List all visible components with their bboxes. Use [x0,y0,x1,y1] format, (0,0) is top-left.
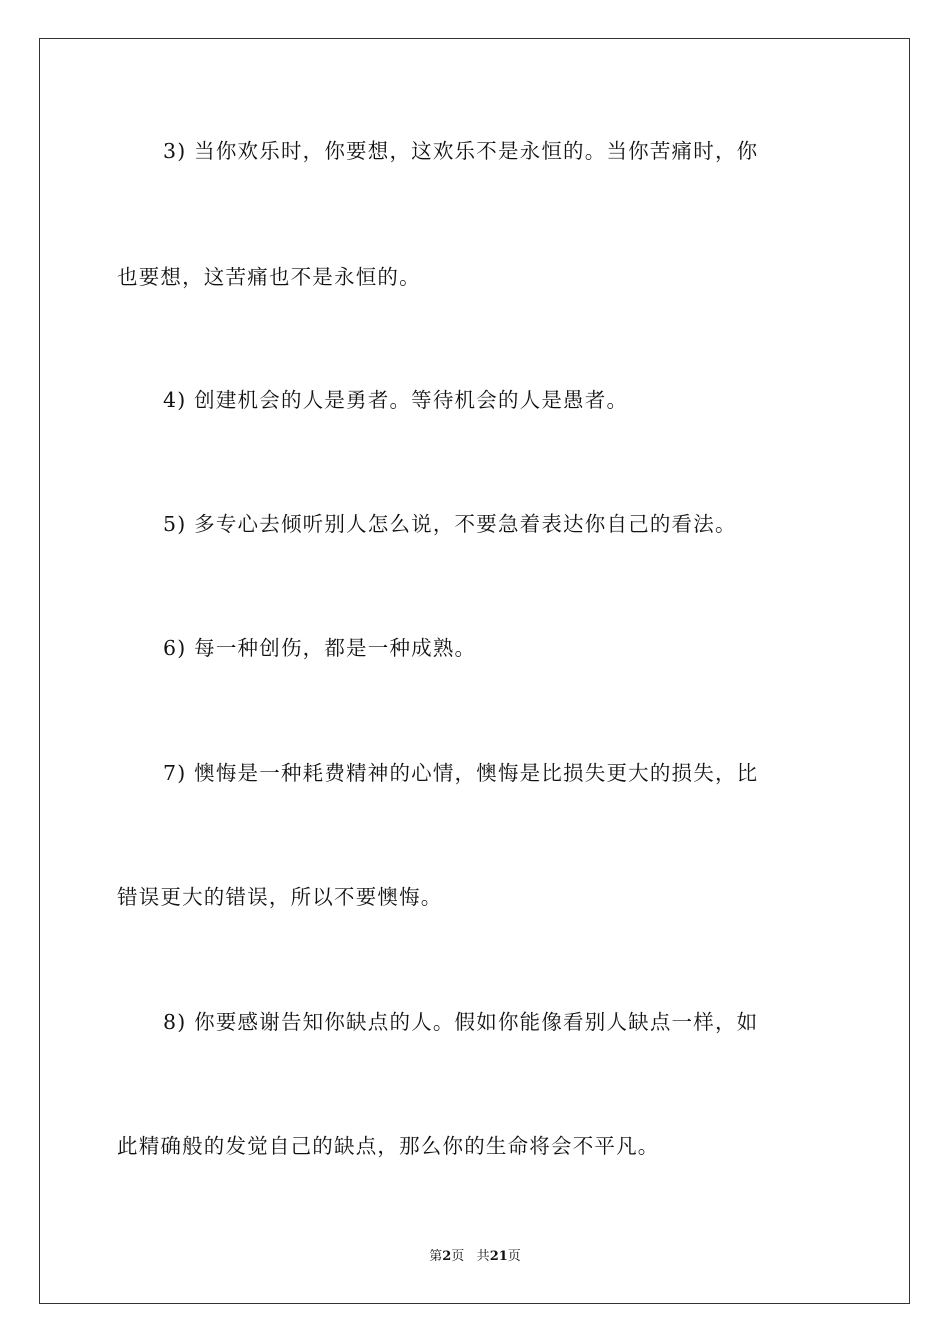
footer-prefix: 第 [429,1249,443,1264]
page-footer [0,1248,950,1266]
footer-total-prefix: 共 [476,1249,490,1264]
paragraph-3-line-1: 3) 当你欢乐时，你要想，这欢乐不是永恒的。当你苦痛时，你 [163,139,759,163]
page-border [39,38,910,1304]
paragraph-7-line-1: 7) 懊悔是一种耗费精神的心情，懊悔是比损失更大的损失，比 [163,761,759,785]
paragraph-3-line-2: 也要想，这苦痛也不是永恒的。 [117,265,421,289]
footer-page-suffix: 页 [451,1249,465,1264]
paragraph-4-line-1: 4) 创建机会的人是勇者。等待机会的人是愚者。 [163,388,629,412]
footer-total-suffix: 页 [507,1249,521,1264]
paragraph-8-line-1: 8) 你要感谢告知你缺点的人。假如你能像看别人缺点一样，如 [163,1010,759,1034]
paragraph-6-line-1: 6) 每一种创伤，都是一种成熟。 [163,636,477,660]
footer-current-page: 2 [442,1249,452,1264]
paragraph-8-line-2: 此精确般的发觉自己的缺点，那么你的生命将会不平凡。 [117,1134,660,1158]
paragraph-5-line-1: 5) 多专心去倾听别人怎么说，不要急着表达你自己的看法。 [163,512,737,536]
paragraph-7-line-2: 错误更大的错误，所以不要懊悔。 [117,885,443,909]
footer-total-pages: 21 [489,1249,508,1264]
